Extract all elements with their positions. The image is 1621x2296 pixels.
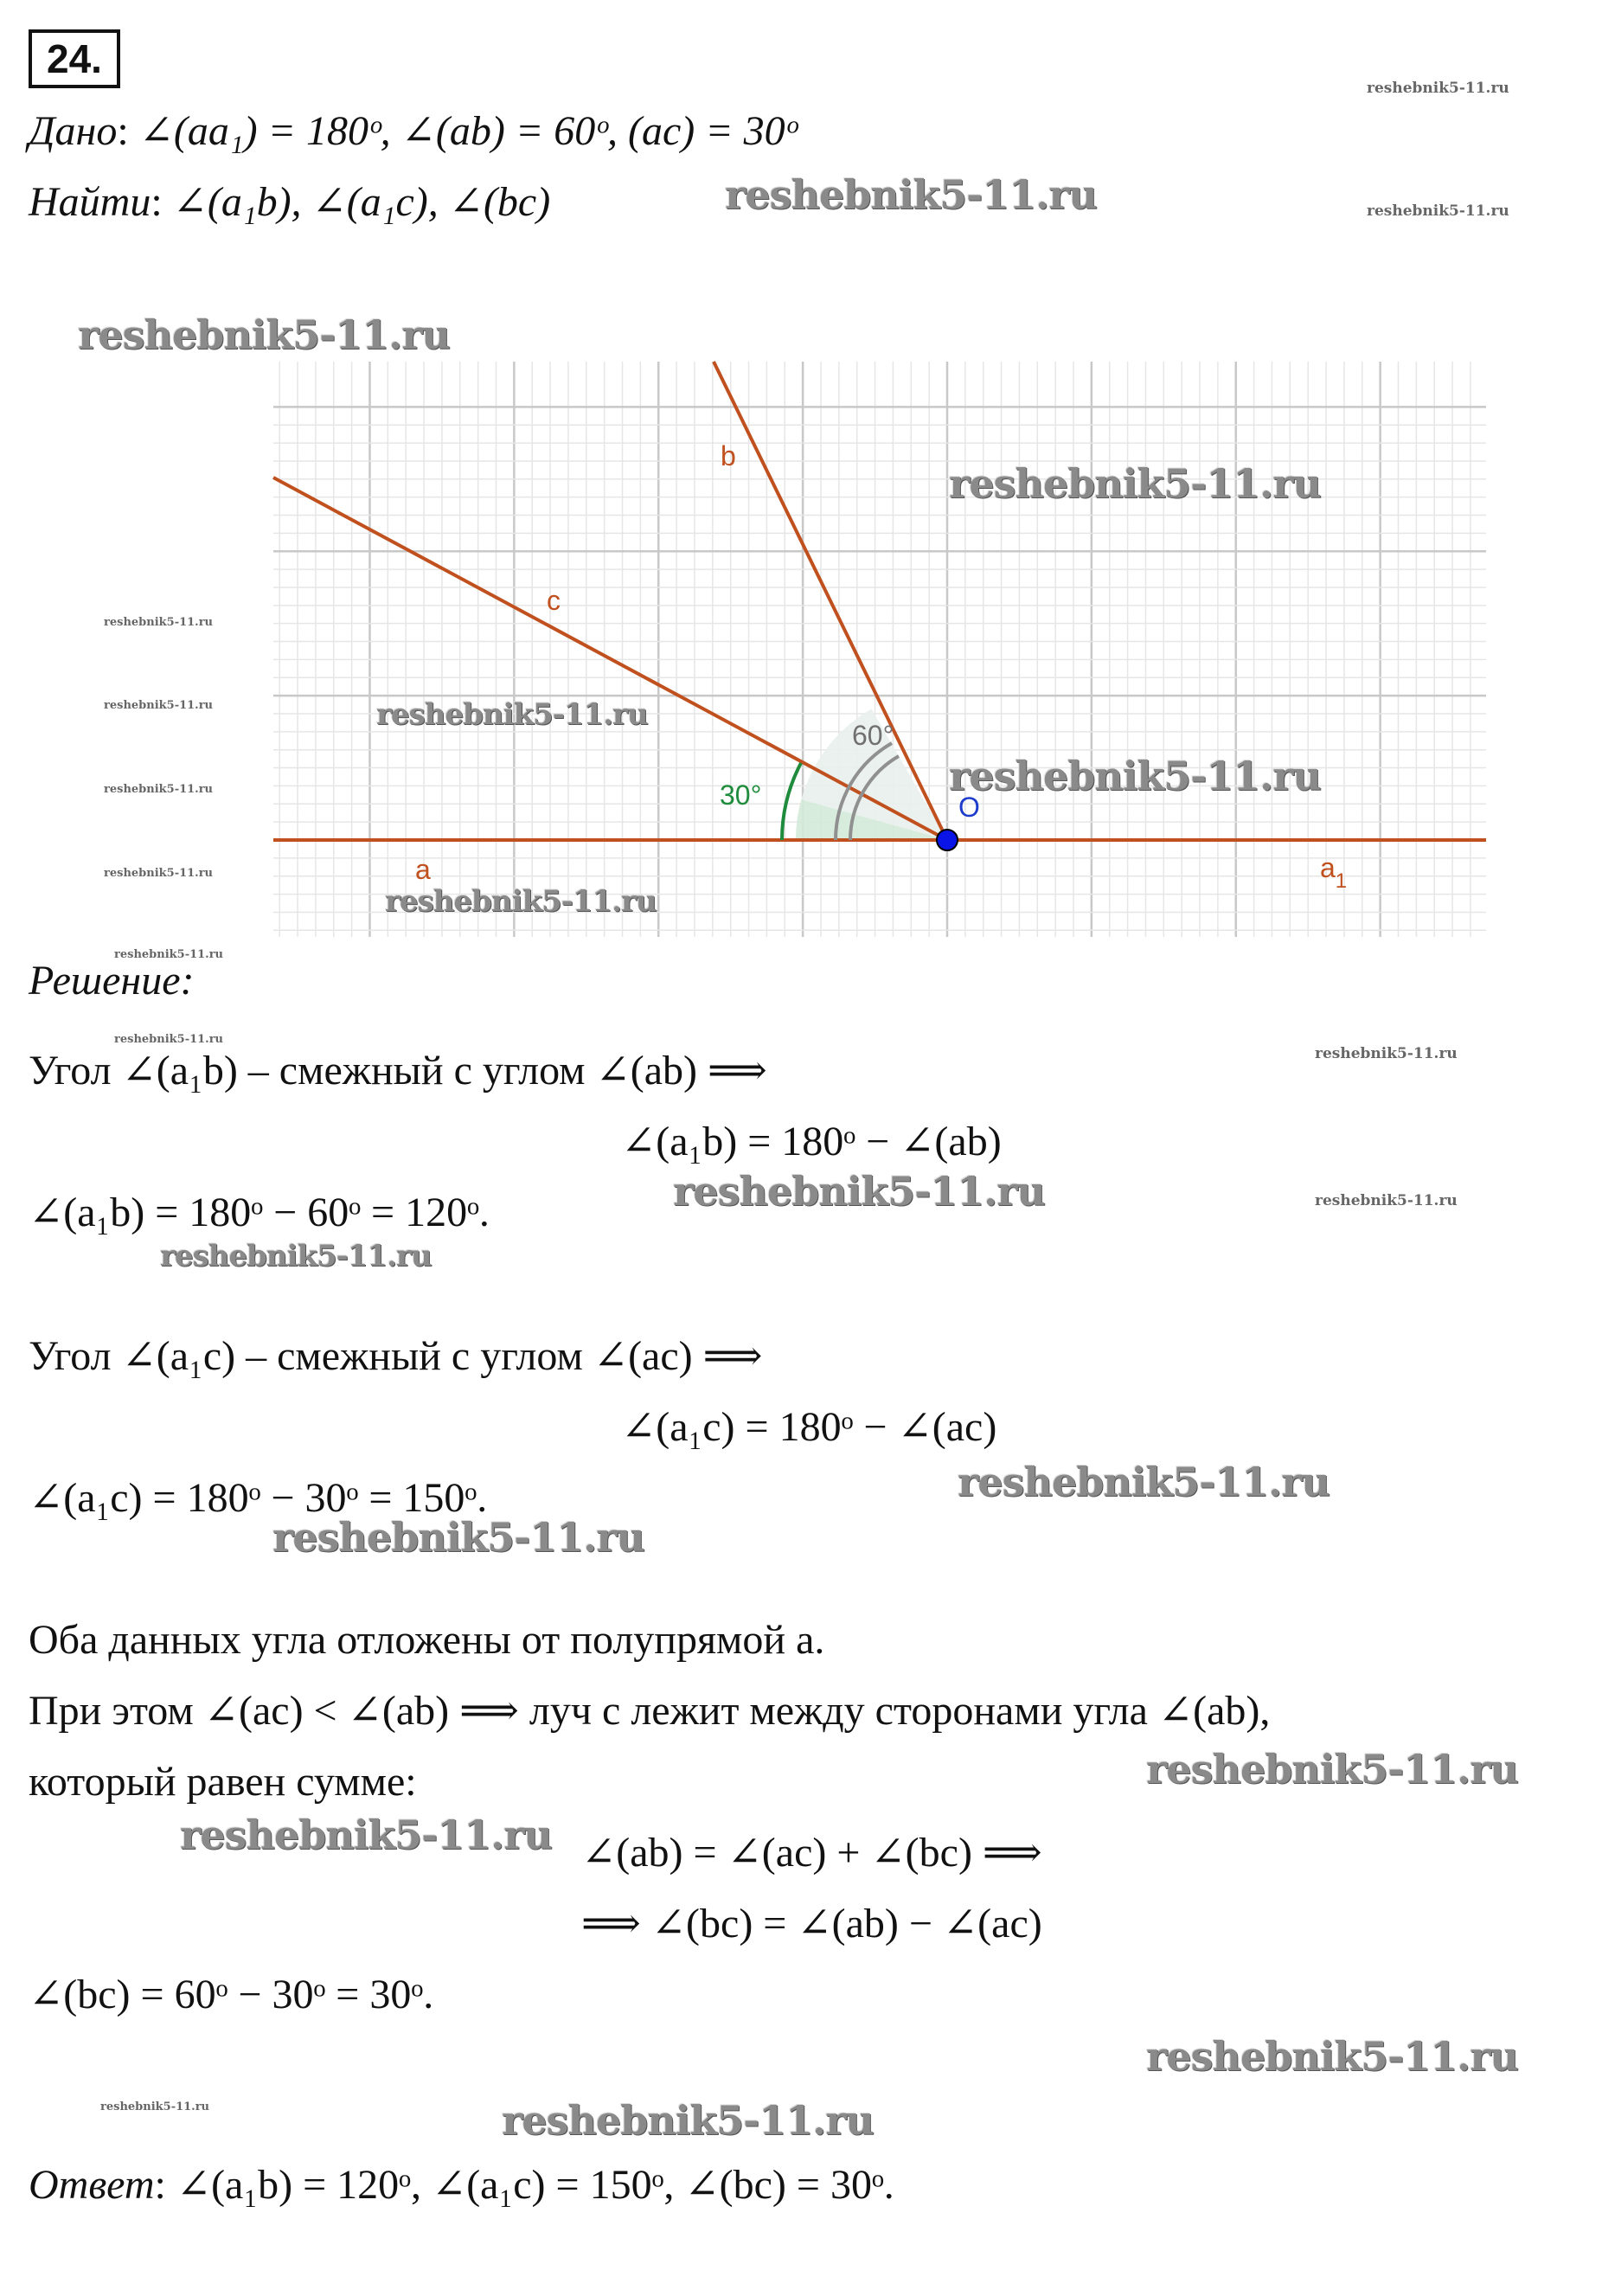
answer-label: Ответ bbox=[29, 2162, 155, 2208]
watermark: reshebnik5-11.ru bbox=[180, 1812, 552, 1858]
watermark: reshebnik5-11.ru bbox=[1315, 1192, 1458, 1209]
watermark: reshebnik5-11.ru bbox=[958, 1459, 1329, 1505]
grid bbox=[273, 362, 1486, 937]
watermark: reshebnik5-11.ru bbox=[502, 2097, 874, 2144]
label-angle-60: 60° bbox=[852, 720, 894, 751]
solution-line-3: ∠(a₁b) = 180ᵒ − 60ᵒ = 120ᵒ. bbox=[29, 1190, 490, 1235]
watermark: reshebnik5-11.ru bbox=[949, 460, 1321, 507]
solution-line-11: ⟹ ∠(bc) = ∠(ab) − ∠(ac) bbox=[581, 1901, 1042, 1946]
watermark: reshebnik5-11.ru bbox=[673, 1168, 1045, 1215]
watermark: reshebnik5-11.ru bbox=[725, 171, 1097, 218]
label-angle-30: 30° bbox=[720, 779, 762, 811]
watermark: reshebnik5-11.ru bbox=[114, 1033, 224, 1046]
label-ray-a1-sub: 1 bbox=[1335, 869, 1348, 893]
solution-heading bbox=[29, 955, 195, 1007]
watermark: reshebnik5-11.ru bbox=[104, 699, 214, 712]
solution-line-1: Угол ∠(a₁b) – смежный с углом ∠(ab) ⟹ bbox=[29, 1048, 767, 1093]
solution-line-7: Оба данных угла отложены от полупрямой a. bbox=[29, 1617, 825, 1663]
solution-line-6: ∠(a₁c) = 180ᵒ − 30ᵒ = 150ᵒ. bbox=[29, 1475, 488, 1521]
watermark: reshebnik5-11.ru bbox=[100, 2100, 210, 2113]
watermark: reshebnik5-11.ru bbox=[385, 884, 657, 919]
problem-number: 24. bbox=[29, 29, 120, 88]
watermark: reshebnik5-11.ru bbox=[160, 1239, 432, 1273]
solution-label: Решение bbox=[29, 958, 181, 1004]
label-ray-c: c bbox=[547, 585, 561, 616]
solution-line-8: При этом ∠(ac) < ∠(ab) ⟹ луч c лежит между сторонами угла ∠(ab), bbox=[29, 1688, 1271, 1734]
watermark: reshebnik5-11.ru bbox=[104, 616, 214, 629]
watermark: reshebnik5-11.ru bbox=[1146, 1746, 1518, 1793]
find-colon: : bbox=[151, 179, 173, 225]
watermark: reshebnik5-11.ru bbox=[104, 783, 214, 796]
label-ray-b: b bbox=[721, 440, 736, 471]
label-ray-a1-main: a bbox=[1320, 852, 1336, 883]
given-colon: : bbox=[117, 108, 139, 154]
solution-line-12: ∠(bc) = 60ᵒ − 30ᵒ = 30ᵒ. bbox=[29, 1972, 434, 2017]
answer-colon: : bbox=[154, 2162, 176, 2208]
given-label: Дано bbox=[29, 108, 118, 154]
label-point-o: O bbox=[958, 792, 980, 823]
watermark: reshebnik5-11.ru bbox=[1315, 1045, 1458, 1062]
watermark: reshebnik5-11.ru bbox=[1367, 202, 1509, 220]
watermark: reshebnik5-11.ru bbox=[376, 697, 648, 732]
watermark: reshebnik5-11.ru bbox=[949, 753, 1321, 799]
solution-line-10: ∠(ab) = ∠(ac) + ∠(bc) ⟹ bbox=[581, 1830, 1042, 1876]
answer-text: ∠(a₁b) = 120ᵒ, ∠(a₁c) = 150ᵒ, ∠(bc) = 30ᵒ. bbox=[176, 2162, 894, 2208]
watermark: reshebnik5-11.ru bbox=[114, 948, 224, 961]
solution-line-5: ∠(a₁c) = 180ᵒ − ∠(ac) bbox=[621, 1404, 997, 1450]
solution-line-9: который равен сумме: bbox=[29, 1759, 417, 1805]
find-label: Найти bbox=[29, 179, 151, 225]
angle-figure bbox=[0, 0, 1621, 952]
watermark: reshebnik5-11.ru bbox=[78, 311, 450, 358]
point-o bbox=[937, 830, 958, 850]
solution-colon: : bbox=[180, 958, 195, 1004]
solution-line-2: ∠(a₁b) = 180ᵒ − ∠(ab) bbox=[621, 1119, 1002, 1164]
given-text: ∠(aa₁) = 180ᵒ, ∠(ab) = 60ᵒ, (ac) = 30ᵒ bbox=[138, 108, 798, 154]
find-text: ∠(a₁b), ∠(a₁c), ∠(bc) bbox=[172, 179, 551, 225]
watermark: reshebnik5-11.ru bbox=[104, 867, 214, 880]
solution-line-4: Угол ∠(a₁c) – смежный с углом ∠(ac) ⟹ bbox=[29, 1333, 763, 1379]
answer-line bbox=[29, 2159, 894, 2211]
watermark: reshebnik5-11.ru bbox=[1146, 2033, 1518, 2080]
watermark: reshebnik5-11.ru bbox=[272, 1514, 644, 1561]
label-ray-a: a bbox=[415, 854, 431, 885]
watermark: reshebnik5-11.ru bbox=[1367, 80, 1509, 97]
